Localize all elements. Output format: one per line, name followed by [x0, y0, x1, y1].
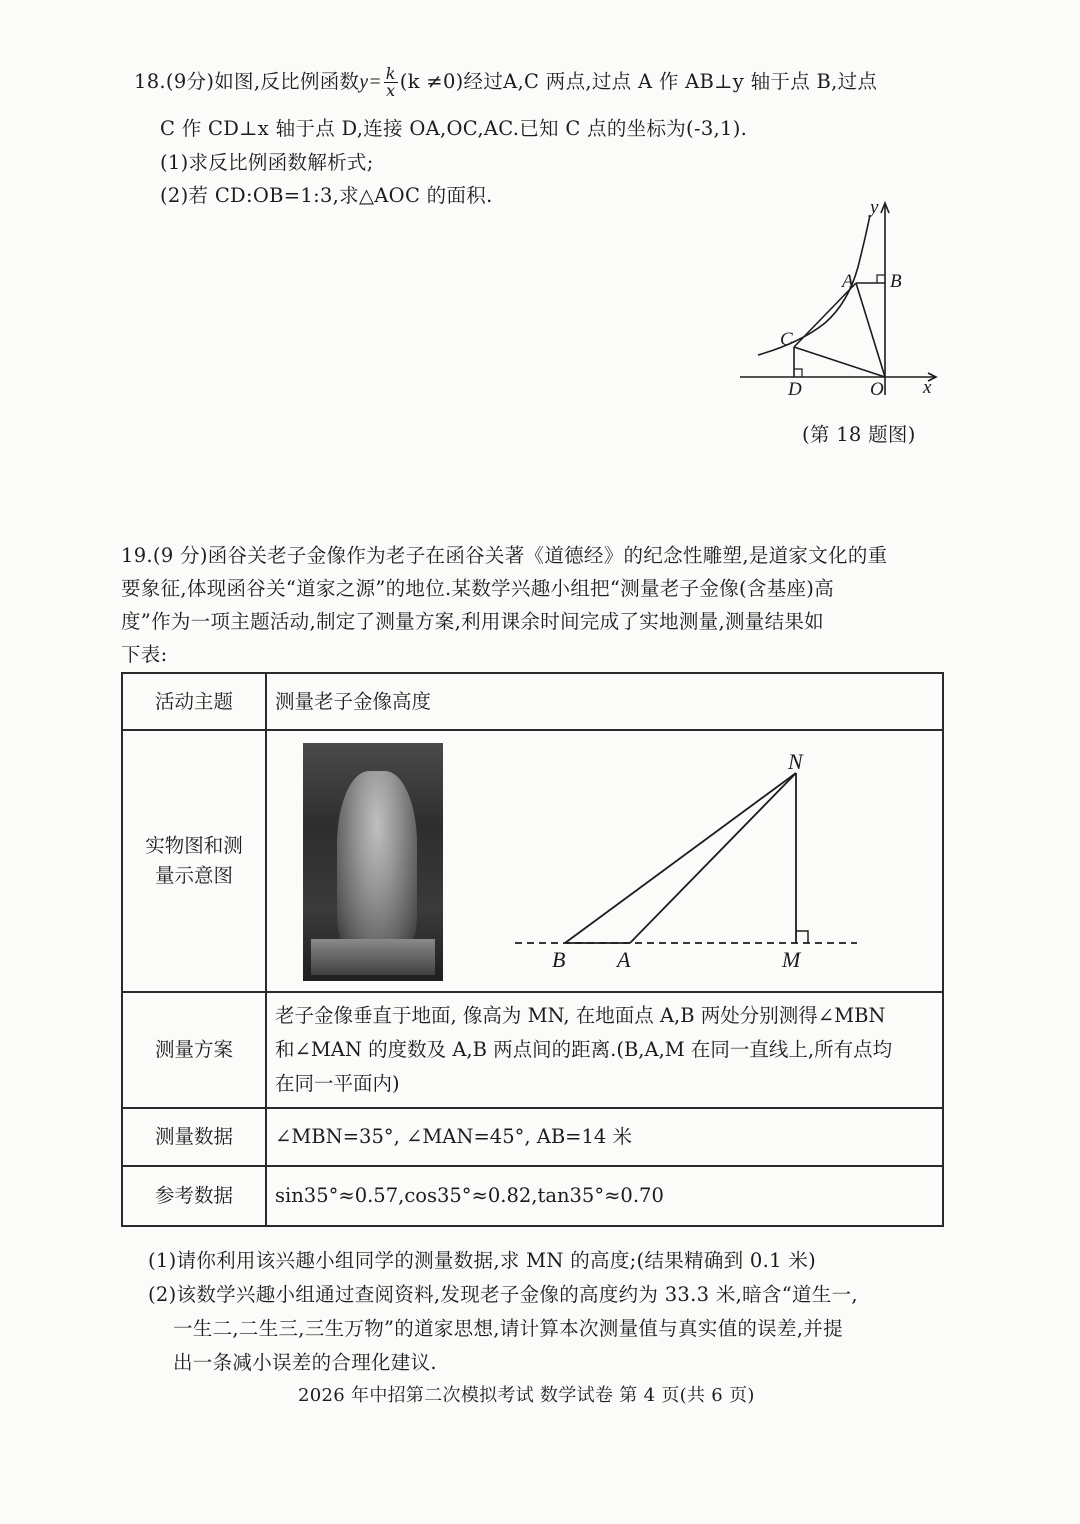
q18-figure-caption: (第 18 题图)	[802, 423, 916, 446]
table-label	[122, 730, 266, 992]
scheme-line: 在同一平面内)	[275, 1072, 400, 1095]
table-label: 测量数据	[122, 1108, 266, 1166]
q18-cond: (k ≠0)经过	[399, 70, 504, 93]
statue-base	[311, 939, 435, 975]
q19-part2-line1: (2)该数学兴趣小组通过查阅资料,发现老子金像的高度约为 33.3 米,暗含“道生一,	[148, 1283, 858, 1306]
page-footer: 2026 年中招第二次模拟考试 数学试卷 第 4 页(共 6 页)	[298, 1385, 755, 1406]
table-label-line: 量示意图	[154, 864, 233, 887]
q19-figure	[497, 745, 877, 985]
q19-line3: 度”作为一项主题活动,制定了测量方案,利用课余时间完成了实地测量,测量结果如	[121, 610, 824, 633]
scheme-line: 和∠MAN 的度数及 A,B 两点间的距离.(B,A,M 在同一直线上,所有点均	[275, 1038, 893, 1061]
label-b: B	[552, 947, 566, 972]
q18-frac-den: x	[386, 81, 396, 100]
statue-figure	[337, 771, 417, 953]
right-angle-m	[796, 931, 808, 943]
table-row	[122, 1108, 943, 1166]
table-label: 测量方案	[122, 992, 266, 1108]
label-a: A	[842, 271, 854, 292]
segment-oc	[794, 347, 885, 377]
label-m: M	[782, 947, 801, 972]
table-row	[122, 730, 943, 992]
table-label: 参考数据	[122, 1166, 266, 1226]
q19-part2-line2: 一生二,二生三,三生万物”的道家思想,请计算本次测量值与真实值的误差,并提	[173, 1317, 843, 1340]
table-value: 测量老子金像高度	[266, 673, 943, 730]
q19-line4: 下表:	[121, 643, 168, 666]
label-b: B	[890, 271, 902, 292]
label-a: A	[617, 947, 631, 972]
table-value: sin35°≈0.57,cos35°≈0.82,tan35°≈0.70	[266, 1166, 943, 1226]
q18-frac-num: k	[385, 64, 396, 83]
q18-fraction	[384, 66, 398, 99]
q18-part2: (2)若 CD:OB=1:3,求△AOC 的面积.	[160, 184, 493, 207]
q19-part2-line3: 出一条减小误差的合理化建议.	[173, 1351, 437, 1374]
table-row	[122, 673, 943, 730]
table-label-line: 实物图和测	[145, 834, 243, 857]
label-c: C	[780, 329, 793, 350]
q18-number: 18.	[134, 70, 166, 93]
q18-line1	[134, 66, 877, 99]
q19-line2: 要象征,体现函谷关“道家之源”的地位.某数学兴趣小组把“测量老子金像(含基座)高	[121, 577, 835, 600]
q18-line2: C 作 CD⊥x 轴于点 D,连接 OA,OC,AC.已知 C 点的坐标为(-3,1).	[160, 117, 748, 140]
right-angle-d	[794, 369, 802, 377]
scheme-line: 老子金像垂直于地面, 像高为 MN, 在地面点 A,B 两处分别测得∠MBN	[275, 1004, 886, 1027]
table-value	[266, 992, 943, 1108]
label-n: N	[788, 749, 803, 774]
q19-part1: (1)请你利用该兴趣小组同学的测量数据,求 MN 的高度;(结果精确到 0.1 米)	[148, 1249, 817, 1272]
q18-figure	[730, 195, 950, 415]
segment-bn	[565, 773, 796, 943]
segment-oa	[856, 283, 885, 377]
table-row	[122, 1166, 943, 1226]
table-label: 活动主题	[122, 673, 266, 730]
right-angle-b	[877, 275, 885, 283]
label-d: D	[788, 379, 802, 400]
q18-intro: 如图,反比例函数	[214, 70, 360, 93]
measurement-table	[121, 672, 944, 1227]
segment-an	[630, 773, 796, 943]
table-value: ∠MBN=35°, ∠MAN=45°, AB=14 米	[266, 1108, 943, 1166]
laozi-statue-photo	[303, 743, 443, 981]
label-o: O	[870, 379, 884, 400]
q19-line1: 19.(9 分)函谷关老子金像作为老子在函谷关著《道德经》的纪念性雕塑,是道家文化的重	[121, 544, 888, 567]
q18-line1-rest: A,C 两点,过点 A 作 AB⊥y 轴于点 B,过点	[503, 70, 878, 93]
label-x: x	[923, 377, 932, 398]
q18-score: (9分)	[165, 70, 215, 93]
label-y: y	[870, 197, 879, 218]
segment-ac	[794, 283, 856, 347]
q18-part1: (1)求反比例函数解析式;	[160, 151, 374, 174]
figure-cell	[266, 730, 943, 992]
table-row	[122, 992, 943, 1108]
q18-func-y: y=	[359, 72, 382, 93]
